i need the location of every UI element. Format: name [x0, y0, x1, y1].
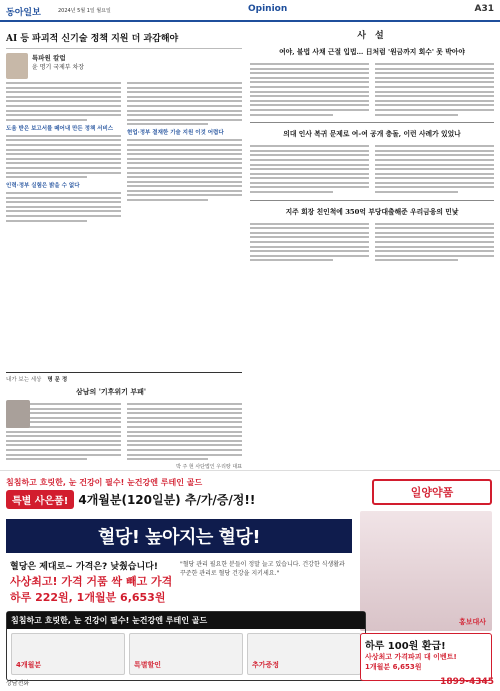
text-block — [127, 82, 242, 125]
column-subhead: 도움 받은 보고서를 떼어내 만든 정책 서비스 — [6, 125, 114, 132]
author-photo — [6, 53, 28, 79]
model-name: 홍보대사 — [458, 618, 486, 626]
ad-subline-2: 사상최고! 가격 거품 싹 빼고 가격 — [10, 575, 173, 588]
bottom-column — [6, 372, 242, 470]
newspaper-logo: 동아일보 — [6, 8, 41, 18]
masthead — [0, 0, 500, 22]
ad-subline-3: 하루 222원, 1개월분 6,653원 — [10, 591, 166, 604]
author-portrait — [6, 400, 30, 428]
column-subhead: 현업·정부 결재한 기술 지원 이것 어렵다 — [127, 130, 224, 137]
ad-brand-logo: 일양약품 — [372, 479, 492, 505]
ad-model-photo — [360, 511, 492, 631]
ad-top-strip — [6, 477, 366, 513]
phone-number: 1899-4345 — [440, 677, 494, 687]
product-price: 4개월분 — [16, 661, 42, 669]
section-label: Opinion — [248, 4, 288, 14]
editorial-body-1 — [250, 60, 494, 118]
ad-headline: 혈당! 높아지는 혈당! — [6, 519, 352, 553]
byline-text — [32, 53, 84, 71]
advertisement — [0, 470, 500, 691]
text-block — [6, 82, 121, 121]
ad-subline-1: 혈당은 제대로~ 가격은? 낮췄습니다! — [10, 562, 158, 572]
product-row — [7, 629, 365, 679]
promo-line-3: 1개월분 6,653원 — [365, 663, 422, 671]
left-column — [6, 28, 242, 224]
footer-label: 상담전화 — [6, 679, 30, 687]
bottom-column-body — [6, 400, 242, 470]
bottom-column-head — [6, 372, 242, 383]
offer-text: 4개월분(120일분) 추/가/증/정!! — [78, 493, 256, 507]
promo-line-2: 사상최고 가격파괴 대 이벤트! — [365, 653, 457, 661]
text-block — [127, 139, 242, 201]
section-title — [248, 4, 287, 14]
editorial-headline-1: 여야, 불법 사채 근절 입법… 日처럼 '원금까지 회수' 못 박아야 — [279, 48, 465, 56]
editorial-headline-3: 지주 회장 친인척에 350억 부당대출해준 우리금융의 민낯 — [285, 207, 459, 216]
page-number: A31 — [474, 4, 494, 14]
product-panel-head: 침침하고 흐릿한, 눈 건강이 필수! 눈건강엔 루테인 골드 — [7, 612, 365, 629]
ad-footer — [6, 677, 494, 687]
offer-tag: 특별 사은품! — [6, 490, 74, 509]
editorial-body-3 — [250, 220, 494, 264]
column-author: 명 문 정 — [47, 377, 68, 383]
column-subhead: 인력·정부 실험은 밝을 수 없다 — [6, 183, 80, 190]
byline — [6, 53, 242, 79]
product-box — [247, 633, 361, 675]
editorial-body-2 — [250, 142, 494, 196]
product-price: 추가증정 — [252, 661, 280, 669]
column-tag: 내가 보는 세상 — [6, 377, 42, 383]
product-box — [11, 633, 125, 675]
product-box — [129, 633, 243, 675]
column-credit: 박 주 현 사단법인 우리땅 대표 — [176, 463, 242, 470]
editorial-label: 사 설 — [357, 31, 387, 41]
text-block — [6, 192, 121, 222]
ad-slogan: 침침하고 흐릿한, 눈 건강이 필수! 눈건강엔 루테인 골드 — [6, 478, 203, 487]
ad-quote: "혈당 관리 필요한 분들이 정말 늘고 있습니다. 건강한 식생활과 꾸준한 관리로 혈당 건강을 지키세요." — [180, 561, 345, 577]
promo-line-1: 하루 100원 환급! — [365, 641, 446, 652]
column-body — [6, 79, 242, 224]
ad-product-panel — [6, 611, 366, 681]
ad-offer-banner — [6, 490, 366, 509]
bottom-column-title: 삼남의 '기후위기 부패' — [76, 387, 147, 396]
issue-date: 2024년 5월 1일 월요일 — [58, 8, 111, 14]
author-sub: 윤 명기 국제부 차장 — [32, 64, 85, 71]
text-block — [6, 135, 121, 178]
text-block — [127, 403, 242, 460]
author-name: 특파원 칼럼 — [32, 54, 66, 62]
editorial — [250, 28, 494, 264]
column-headline: AI 등 파괴적 신기술 정책 지원 더 과감해야 — [6, 28, 242, 49]
ad-promo-box — [360, 633, 492, 681]
editorial-headline-2: 의대 인사 복귀 문제로 여-여 공개 충돌, 이런 사례가 있었나 — [283, 130, 461, 139]
product-price: 특별할인 — [134, 661, 162, 669]
